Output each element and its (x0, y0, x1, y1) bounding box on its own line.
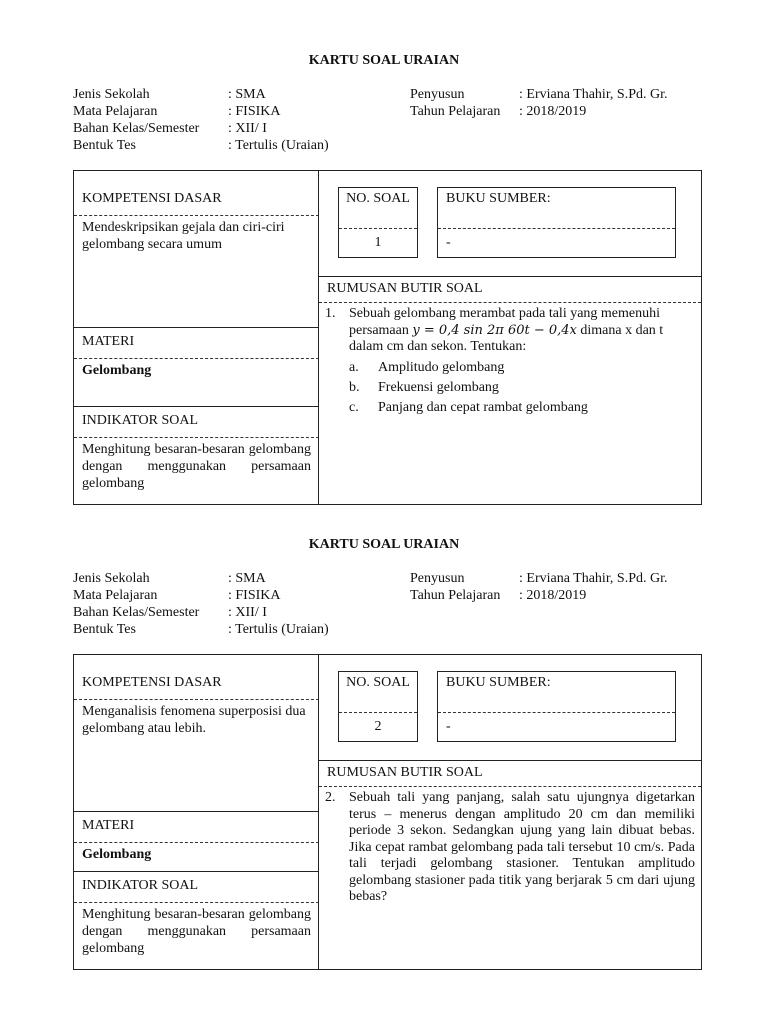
card-1-right-column (319, 171, 701, 504)
indikator-soal-text: Menghitung besaran-besaran gelombang dengan menggunakan persamaan gelombang (74, 437, 319, 492)
kompetensi-dasar-text: Menganalisis fenomena superposisi dua gelombang atau lebih. (74, 699, 319, 794)
card-2-title: KARTU SOAL URAIAN (308, 537, 460, 552)
bentuk-tes-label: Bentuk Tes (73, 622, 136, 637)
card-1-left-column (74, 171, 319, 504)
materi-heading: MATERI (82, 818, 135, 833)
jenis-sekolah-value: : SMA (228, 87, 266, 102)
question-2 (325, 790, 695, 906)
question-1 (325, 306, 695, 420)
bentuk-tes-value: : Tertulis (Uraian) (228, 622, 329, 637)
bahan-kelas-value: : XII/ I (228, 605, 267, 620)
card-1-meta (73, 86, 713, 154)
no-soal-box (338, 671, 418, 742)
penyusun-label: Penyusun (410, 571, 465, 586)
bahan-kelas-label: Bahan Kelas/Semester (73, 121, 200, 136)
option-b (349, 380, 695, 400)
tahun-pelajaran-value: : 2018/2019 (519, 588, 587, 603)
card-2-left-column (74, 655, 319, 969)
kompetensi-dasar-heading: KOMPETENSI DASAR (82, 675, 222, 690)
no-soal-heading: NO. SOAL (346, 675, 410, 690)
wave-equation: y = 0,4 sin 2π 60t − 0,4x (412, 322, 577, 338)
option-text: Frekuensi gelombang (378, 379, 499, 395)
question-options (349, 360, 695, 420)
question-text-part1: Sebuah gelombang merambat pada tali yang memenuhi persamaan (349, 306, 661, 338)
indikator-soal-heading: INDIKATOR SOAL (82, 878, 199, 893)
question-number: 1. (325, 306, 336, 321)
question-number: 2. (325, 790, 336, 805)
rumusan-butir-soal-heading: RUMUSAN BUTIR SOAL (327, 765, 483, 780)
card-1-title: KARTU SOAL URAIAN (308, 53, 460, 68)
option-text: Panjang dan cepat rambat gelombang (378, 399, 588, 415)
tahun-pelajaran-value: : 2018/2019 (519, 104, 587, 119)
indikator-soal-section (74, 407, 319, 492)
tahun-pelajaran-label: Tahun Pelajaran (410, 104, 501, 119)
kompetensi-dasar-heading: KOMPETENSI DASAR (82, 191, 222, 206)
bahan-kelas-value: : XII/ I (228, 121, 267, 136)
option-text: Amplitudo gelombang (378, 359, 505, 375)
jenis-sekolah-label: Jenis Sekolah (73, 571, 150, 586)
bentuk-tes-value: : Tertulis (Uraian) (228, 138, 329, 153)
materi-section (74, 812, 319, 870)
materi-heading: MATERI (82, 334, 135, 349)
kompetensi-dasar-section (74, 185, 319, 310)
card-2-right-column (319, 655, 701, 969)
no-soal-value: 1 (339, 228, 417, 257)
no-soal-box (338, 187, 418, 258)
jenis-sekolah-label: Jenis Sekolah (73, 87, 150, 102)
buku-sumber-box (437, 187, 676, 258)
option-letter: b. (349, 379, 360, 395)
question-text: Sebuah tali yang panjang, salah satu ujungnya digetarkan terus – menerus dengan amplitudo 20 cm dan memiliki periode 3 sekon. Sedangkan ujung yang lain dibuat bebas. Jika cepat rambat gelombang pada tali tersebut 10 cm/s. Pada tali terjadi gelombang stasioner. Tentukan amplitudo gelombang stasioner pada titik yang berjarak 5 cm dari ujung bebas? (349, 790, 695, 904)
option-a (349, 360, 695, 380)
indikator-soal-section (74, 872, 319, 957)
materi-section (74, 328, 319, 405)
bentuk-tes-label: Bentuk Tes (73, 138, 136, 153)
bahan-kelas-label: Bahan Kelas/Semester (73, 605, 200, 620)
buku-sumber-box (437, 671, 676, 742)
indikator-soal-heading: INDIKATOR SOAL (82, 413, 199, 428)
option-c (349, 400, 695, 420)
materi-text: Gelombang (74, 842, 319, 870)
jenis-sekolah-value: : SMA (228, 571, 266, 586)
buku-sumber-value: - (438, 228, 675, 257)
option-letter: c. (349, 399, 359, 415)
tahun-pelajaran-label: Tahun Pelajaran (410, 588, 501, 603)
buku-sumber-heading: BUKU SUMBER: (446, 675, 551, 690)
question-text-part2: dimana x dan t dalam cm dan sekon. Tentukan: (349, 322, 664, 354)
card-2-meta (73, 570, 713, 638)
penyusun-label: Penyusun (410, 87, 465, 102)
no-soal-value: 2 (339, 712, 417, 741)
mata-pelajaran-value: : FISIKA (228, 588, 281, 603)
rumusan-butir-soal-heading: RUMUSAN BUTIR SOAL (327, 281, 483, 296)
mata-pelajaran-value: : FISIKA (228, 104, 281, 119)
no-soal-heading: NO. SOAL (346, 191, 410, 206)
card-2-table (73, 654, 702, 970)
mata-pelajaran-label: Mata Pelajaran (73, 588, 158, 603)
mata-pelajaran-label: Mata Pelajaran (73, 104, 158, 119)
indikator-soal-text: Menghitung besaran-besaran gelombang dengan menggunakan persamaan gelombang (74, 902, 319, 957)
penyusun-value: : Erviana Thahir, S.Pd. Gr. (519, 571, 668, 586)
penyusun-value: : Erviana Thahir, S.Pd. Gr. (519, 87, 668, 102)
card-1-table (73, 170, 702, 505)
buku-sumber-heading: BUKU SUMBER: (446, 191, 551, 206)
materi-text: Gelombang (74, 358, 319, 405)
kompetensi-dasar-section (74, 669, 319, 794)
kompetensi-dasar-text: Mendeskripsikan gejala dan ciri-ciri gelombang secara umum (74, 215, 319, 310)
buku-sumber-value: - (438, 712, 675, 741)
option-letter: a. (349, 359, 359, 375)
